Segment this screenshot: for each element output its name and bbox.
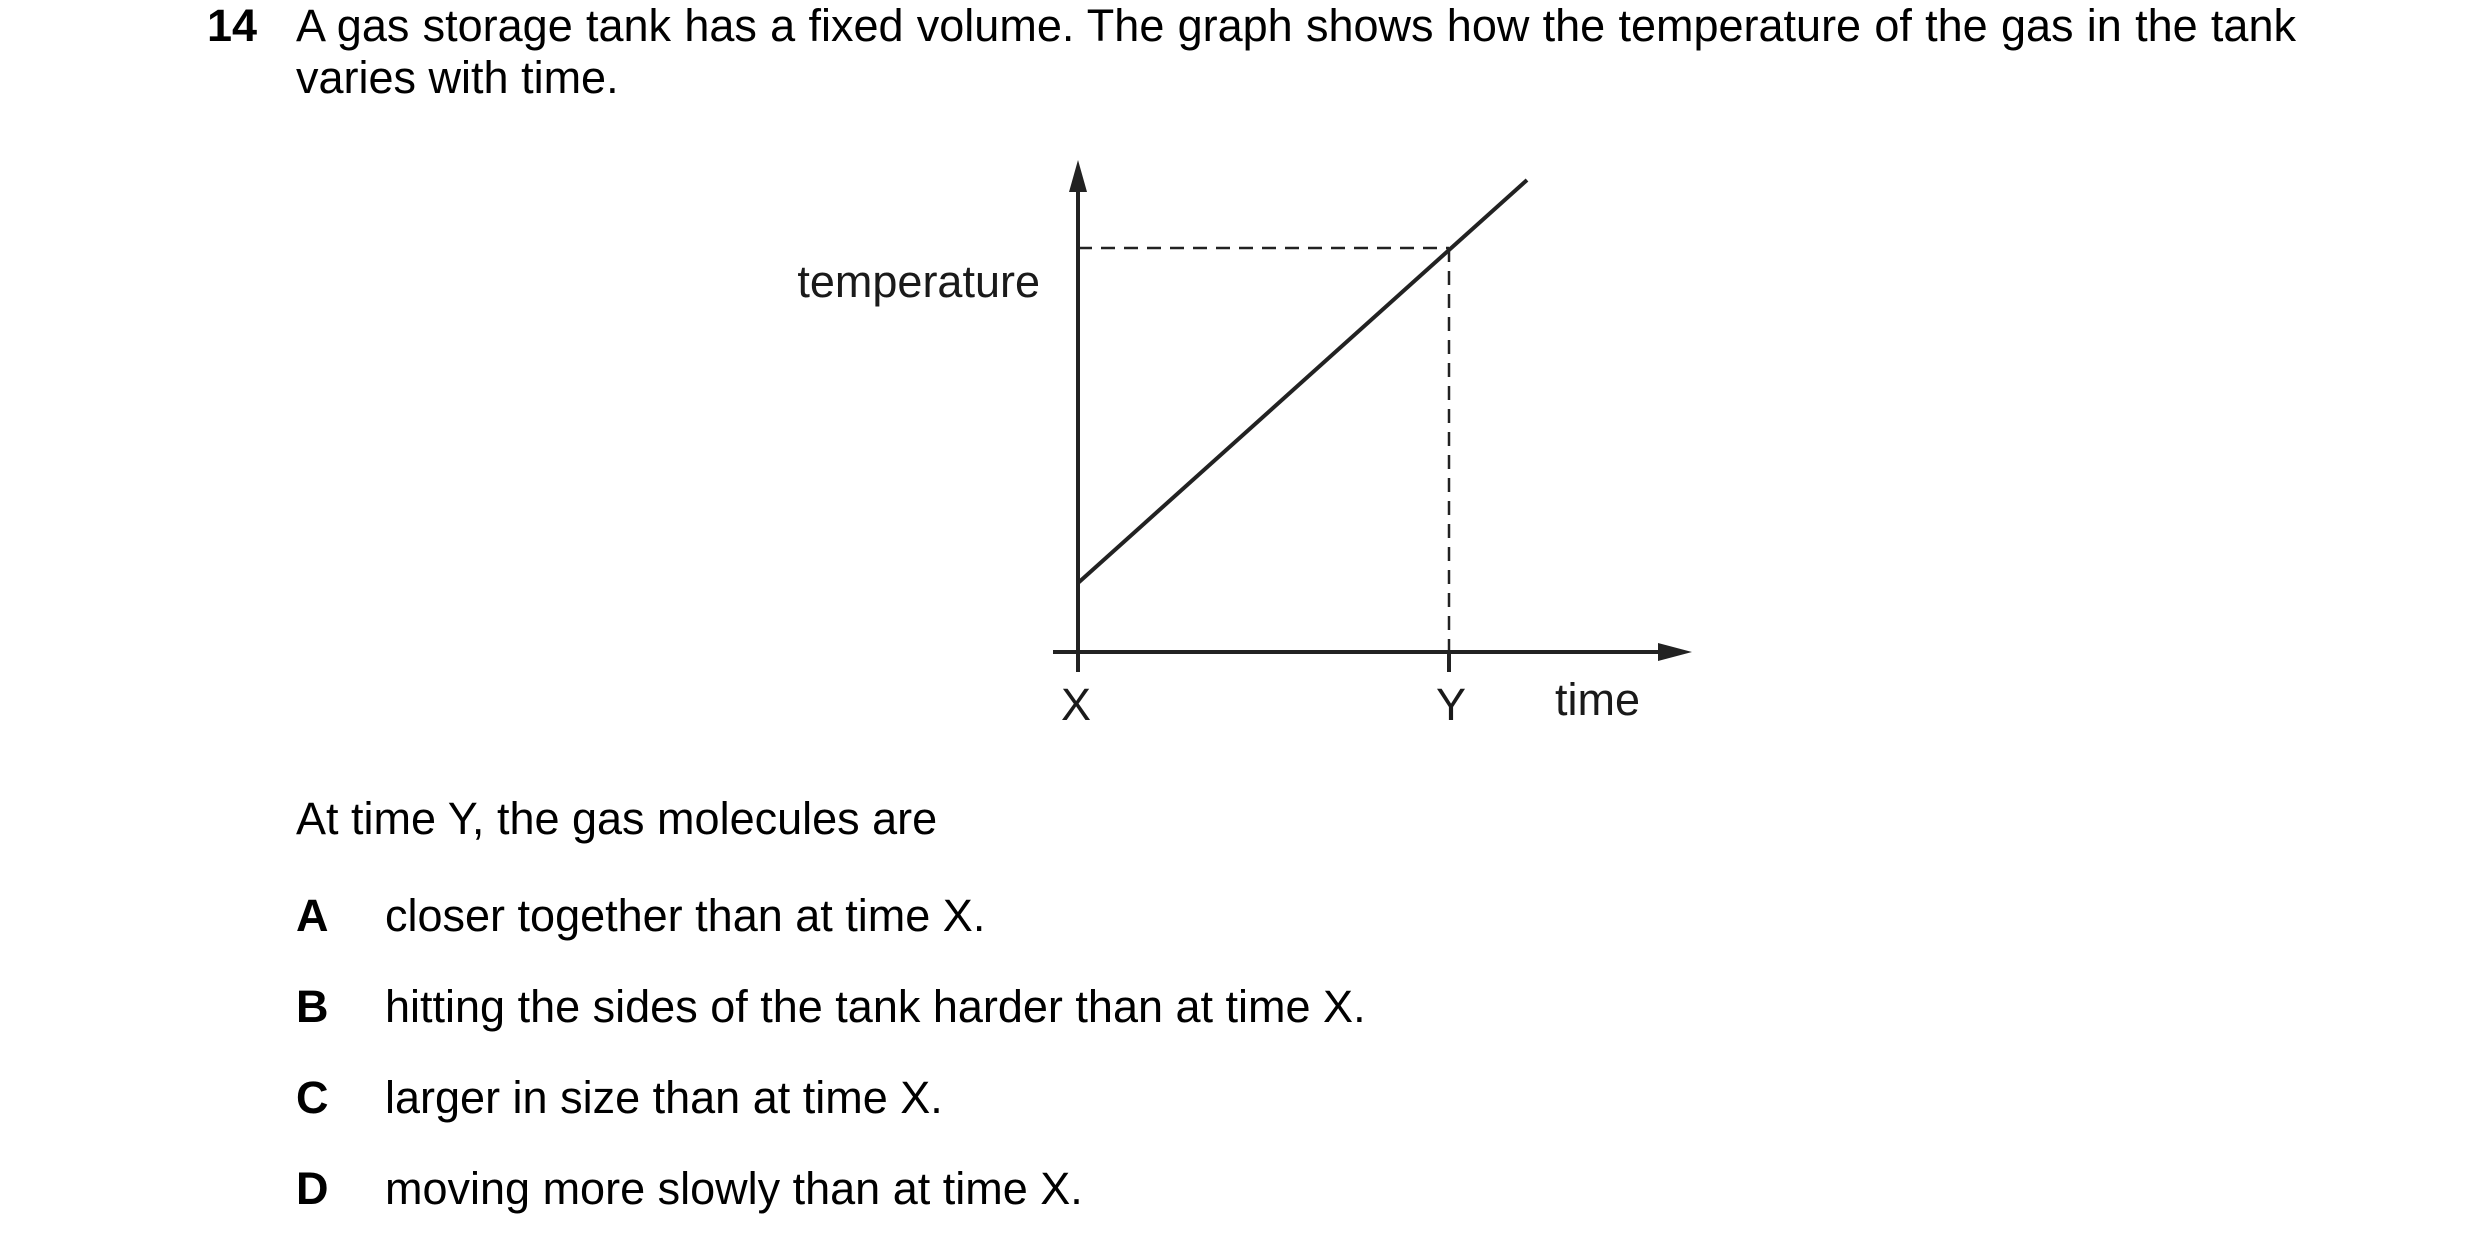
y-axis-label: temperature	[797, 256, 1040, 307]
option-b[interactable]	[296, 981, 1366, 1072]
question-stem: A gas storage tank has a fixed volume. The graph shows how the temperature of the gas in the tank varies with time.	[296, 0, 2296, 103]
x-mark-x-label: X	[1060, 679, 1092, 730]
x-axis-arrowhead	[1658, 643, 1692, 661]
option-c[interactable]	[296, 1072, 1366, 1163]
option-d-text: moving more slowly than at time X.	[385, 1163, 1083, 1214]
question-prompt: At time Y, the gas molecules are	[296, 793, 938, 844]
option-a[interactable]	[296, 890, 1366, 981]
option-c-letter: C	[296, 1072, 329, 1123]
temperature-line	[1078, 180, 1527, 583]
option-d[interactable]	[296, 1163, 1366, 1254]
question-number: 14	[207, 0, 258, 51]
option-c-text: larger in size than at time X.	[385, 1072, 943, 1123]
option-b-letter: B	[296, 981, 329, 1032]
y-axis-arrowhead	[1069, 160, 1087, 192]
x-mark-y-label: Y	[1435, 679, 1467, 730]
x-axis-label: time	[1555, 674, 1641, 725]
option-d-letter: D	[296, 1163, 329, 1214]
option-b-text: hitting the sides of the tank harder than at time X.	[385, 981, 1366, 1032]
option-a-letter: A	[296, 890, 329, 941]
answer-options	[296, 890, 1366, 1254]
option-a-text: closer together than at time X.	[385, 890, 986, 941]
